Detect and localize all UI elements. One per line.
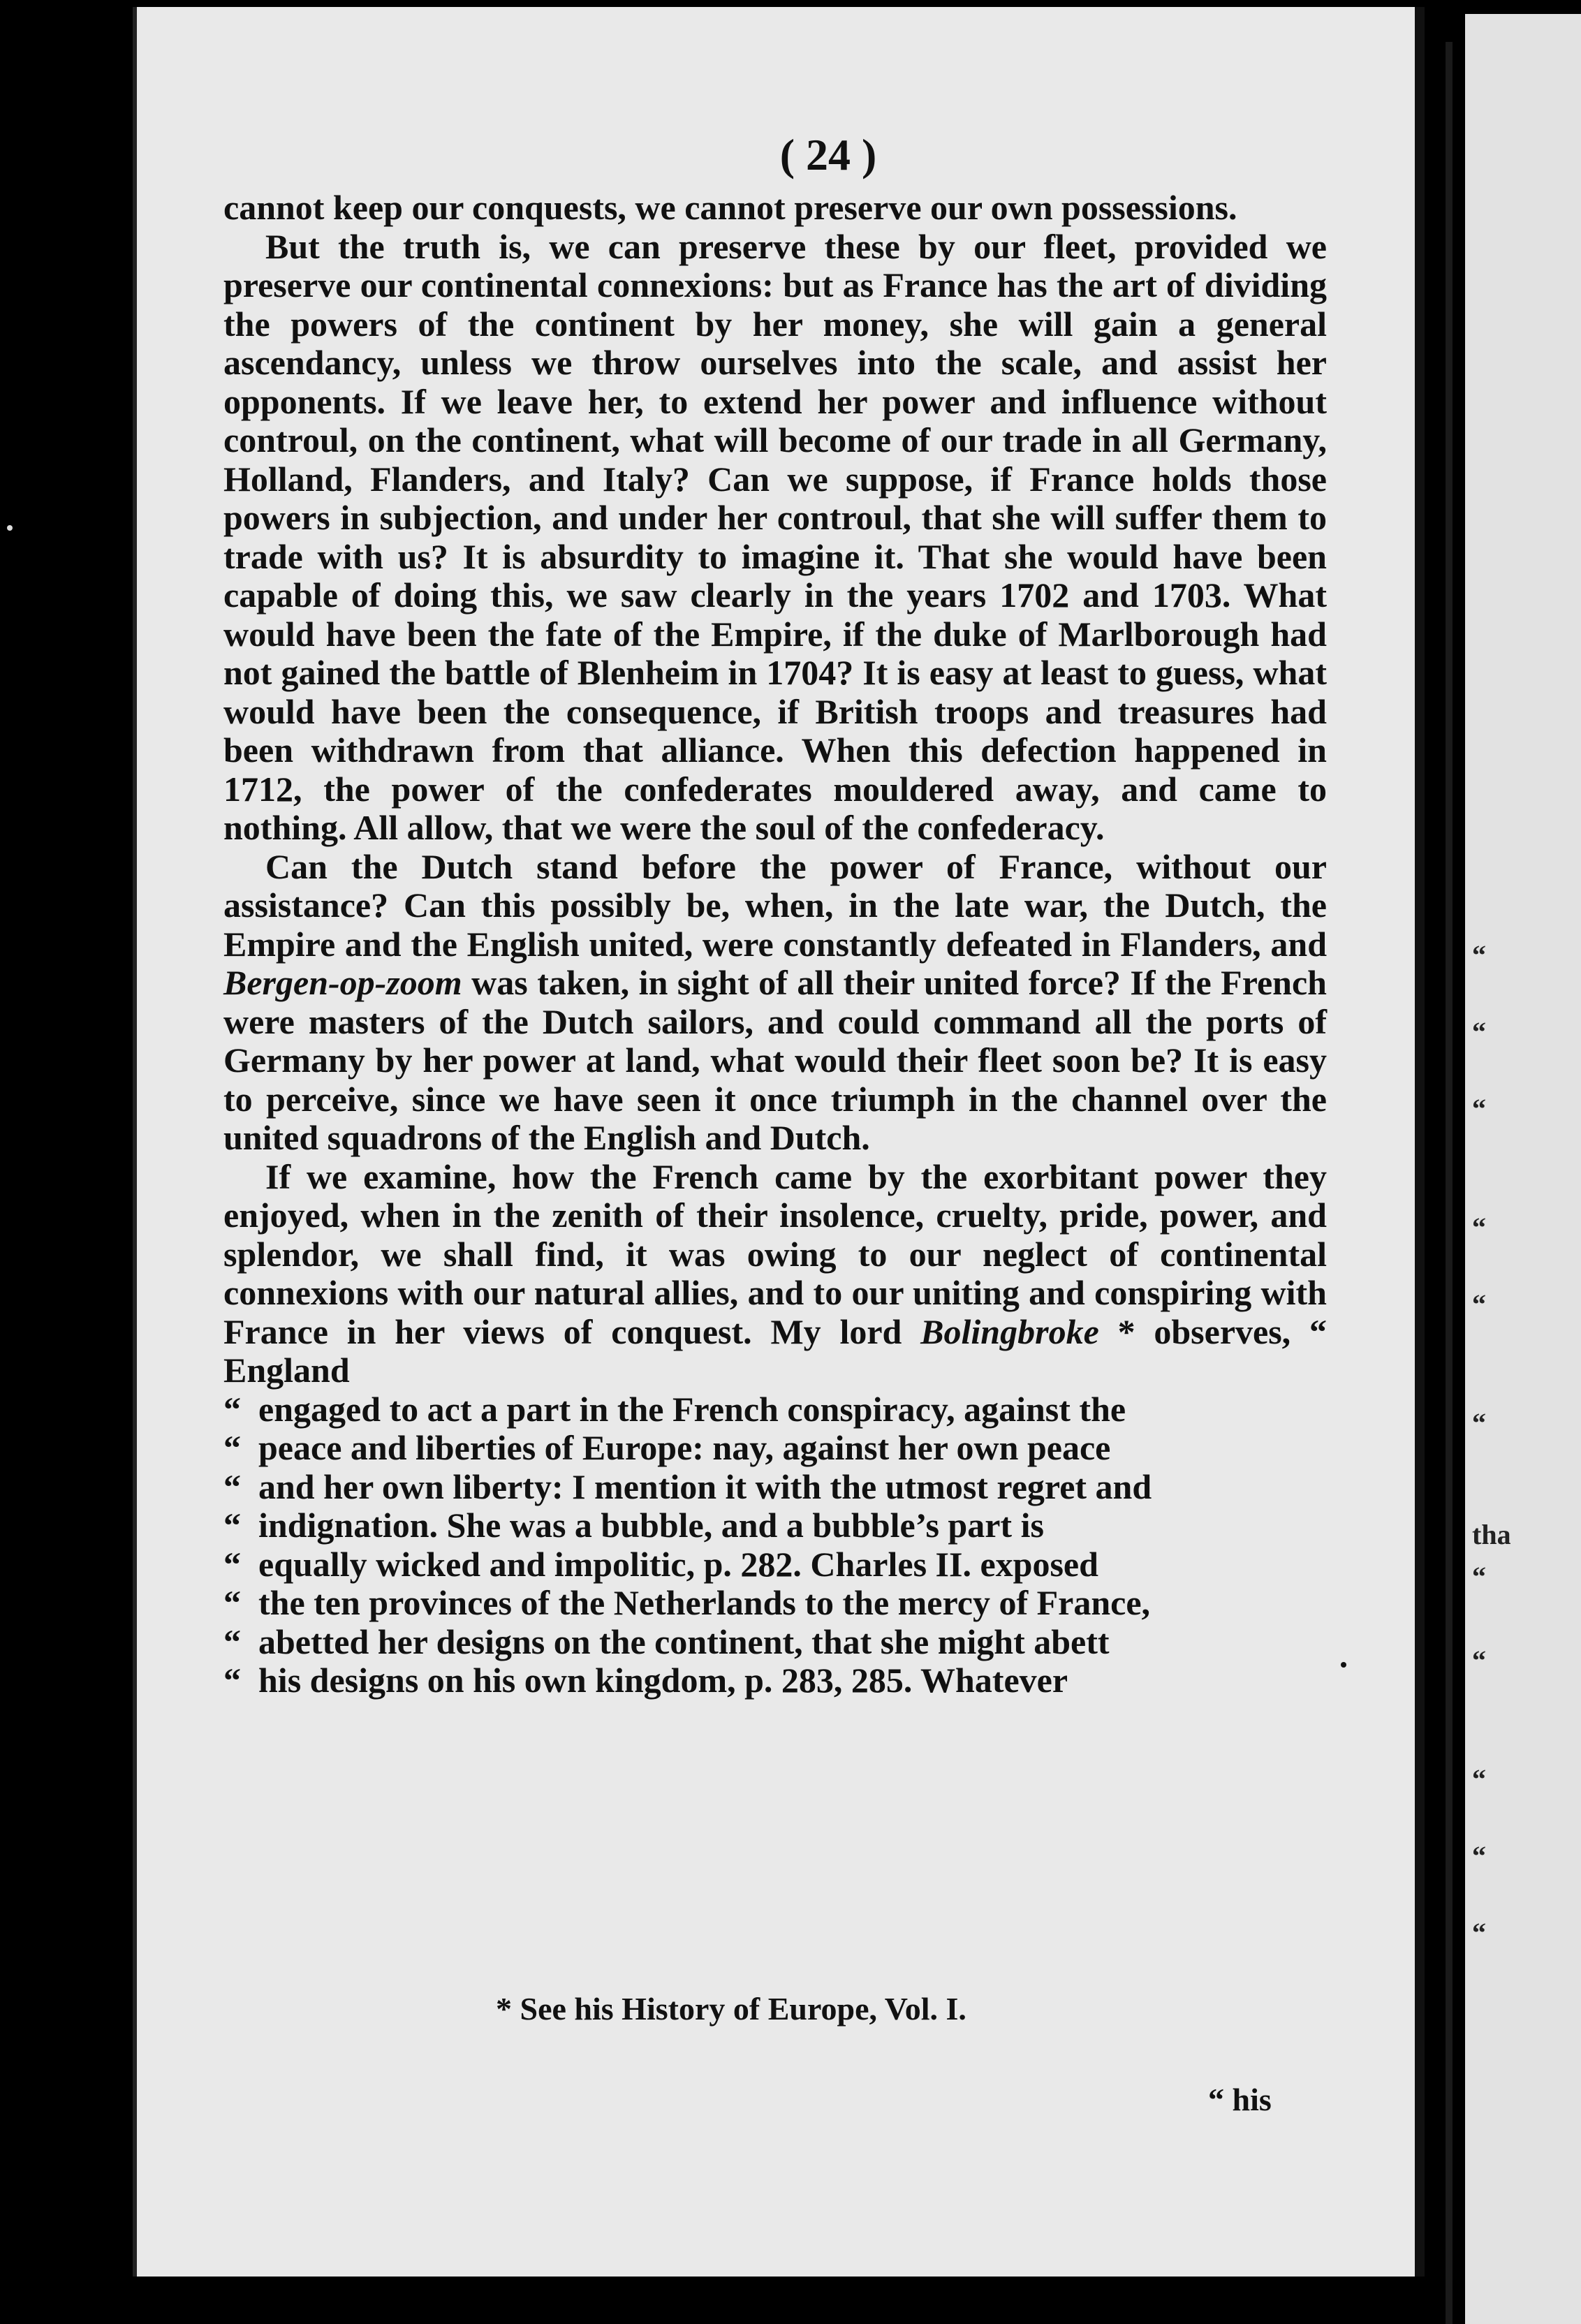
quote-line: “ equally wicked and impolitic, p. 282. Charles II. exposed: [223, 1544, 1098, 1584]
page-number: ( 24 ): [779, 130, 877, 179]
facing-fragment: “: [1472, 1093, 1486, 1124]
quote-mark: “: [223, 1544, 241, 1584]
quote-mark: “: [223, 1389, 241, 1429]
facing-fragment: “: [1472, 1288, 1486, 1320]
quote-line: “ abetted her designs on the continent, that she might abett: [223, 1621, 1110, 1661]
paragraph-2: But the truth is, we can preserve these by our fleet, provided we preserve our continental connexions: but as France has the art of dividing the powers of the continent by her money, she will gain a general ascendancy, unless we throw ourselves into the scale, and assist her opponents. If we leave her, to extend her power and influence without controul, on the continent, what will become of our trade in all Germany, Holland, Flanders, and Italy? Can we suppose, if France holds those powers in subjection, and under her controul, that she will suffer them to trade with us? It is absurdity to imagine it. That she would have been capable of doing this, we saw clearly in the years 1702 and 1703. What would have been the fate of the Empire, if the duke of Marlborough had not gained the battle of Blenheim in 1704? It is easy at least to guess, what would have been the consequence, if British troops and treasures had been withdrawn from that alliance. When this defection happened in 1712, the power of the confederates mouldered away, and came to nothing. All allow, that we were the soul of the confederacy.: [223, 226, 1327, 847]
quote-line: “ peace and liberties of Europe: nay, against her own peace: [223, 1428, 1111, 1467]
facing-fragment: “: [1472, 1212, 1486, 1243]
facing-fragment: “: [1472, 939, 1486, 971]
quote-mark: “: [223, 1506, 241, 1545]
quote-line: “ and her own liberty: I mention it with the utmost regret and: [223, 1466, 1152, 1506]
footnote: * See his History of Europe, Vol. I.: [496, 1991, 966, 2027]
quote-mark: “: [223, 1428, 241, 1467]
quote-mark: “: [223, 1621, 241, 1661]
paragraph-1: cannot keep our conquests, we cannot preserve our own possessions.: [223, 188, 1237, 227]
ink-speck: [1341, 1662, 1346, 1668]
facing-fragment: tha: [1472, 1519, 1511, 1550]
facing-fragment: “: [1472, 1917, 1486, 1948]
facing-page-edge: [1465, 14, 1581, 2324]
quotation-block: [223, 1390, 1327, 1700]
gutter-shadow: [1446, 42, 1453, 2324]
body-text: [223, 189, 1327, 1700]
quote-line: “ indignation. She was a bubble, and a bubble’s part is: [223, 1506, 1044, 1545]
quote-mark: “: [223, 1466, 241, 1506]
facing-fragment: “: [1472, 1763, 1486, 1795]
facing-fragment: “: [1472, 1407, 1486, 1439]
facing-fragment: “: [1472, 1840, 1486, 1871]
quote-line: “ his designs on his own kingdom, p. 283, 285. Whatever: [223, 1661, 1068, 1700]
facing-fragment: “: [1472, 1016, 1486, 1047]
quote-line: “ engaged to act a part in the French conspiracy, against the: [223, 1389, 1126, 1429]
paragraph-4: [223, 1158, 1327, 1390]
quote-mark: “: [223, 1661, 241, 1700]
quote-line: “ the ten provinces of the Netherlands to the mercy of France,: [223, 1583, 1151, 1622]
facing-fragment: “: [1472, 1561, 1486, 1592]
facing-fragment: “: [1472, 1645, 1486, 1676]
catchword: “ his: [1208, 2082, 1272, 2117]
paragraph-3: Can the Dutch stand before the power of France, without our assistance? Can this possibly be, when, in the late war, the Dutch, the Empire and the English united, were constantly defeated in Flanders, and Bergen-op-zoom was taken, in sight of all their united force? If the French were masters of the Dutch sailors, and could command all the ports of Germany by her power at land, what would their fleet soon be? It is easy to perceive, since we have seen it once triumph in the channel over the united squadrons of the English and Dutch.: [223, 846, 1327, 1157]
dust-speck: [7, 525, 13, 531]
paragraph-4-text: If we examine, how the French came by the exorbitant power they enjoyed, when in the zenith of their insolence, cruelty, pride, power, and splendor, we shall find, it was owing to our neglect of continental connexions with our natural allies, and to our uniting and conspiring with France in her views of conquest. My lord Bolingbroke * observes, “ England: [223, 1156, 1327, 1390]
quote-mark: “: [223, 1583, 241, 1622]
